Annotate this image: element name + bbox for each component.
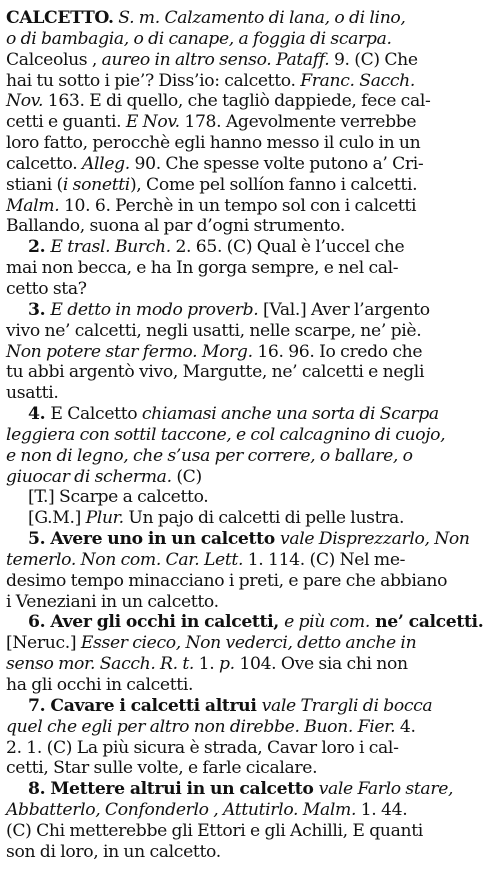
- entry-text: desimo tempo minacciano i preti, e pare che abbiano: [6, 570, 448, 591]
- entry-italic-text: o di bambagia, o di canape, a foggia di scarpa.: [6, 28, 392, 49]
- entry-line: [6, 446, 465, 467]
- entry-text: cetti, Star sulle volte, e farle cicalare.: [6, 758, 318, 779]
- entry-line: [6, 91, 465, 112]
- entry-line: [6, 50, 465, 71]
- entry-italic-text: Alleg.: [81, 153, 130, 174]
- entry-italic-text: i sonetti: [62, 174, 130, 195]
- entry-headword: 5. Avere uno in un calcetto: [28, 529, 280, 550]
- entry-text: 1.: [194, 654, 219, 675]
- entry-line: [6, 571, 465, 592]
- entry-italic-text: E detto in modo proverb.: [50, 299, 259, 320]
- entry-line: [6, 758, 465, 779]
- entry-italic-text: aureo in altro senso. Pataff.: [101, 49, 330, 70]
- entry-text: ha gli occhi in calcetti.: [6, 675, 194, 695]
- entry-line: [6, 112, 465, 133]
- entry-line: [6, 717, 465, 738]
- entry-italic-text: temerlo. Non com. Car. Lett.: [6, 549, 244, 570]
- entry-text: 90. Che spesse volte putono a’ Cri-: [129, 153, 424, 174]
- entry-line: [6, 196, 465, 217]
- entry-text: 10. 6. Perchè in un tempo sol con i calcetti: [59, 195, 417, 216]
- entry-italic-text: p.: [219, 654, 235, 675]
- entry-italic-text: e più com.: [284, 612, 370, 633]
- entry-text: 104. Ove sia chi non: [234, 654, 408, 675]
- entry-text: tu abbi argentò vivo, Margutte, ne’ calcetti e negli: [6, 362, 425, 383]
- entry-italic-text: Plur.: [85, 508, 124, 529]
- entry-line: [6, 216, 465, 237]
- entry-line: [6, 842, 465, 863]
- entry-text: Ballando, suona al par d’ogni strumento.: [6, 216, 345, 237]
- entry-line: [6, 612, 483, 633]
- entry-text: E Calcetto: [50, 404, 142, 425]
- entry-line: [6, 362, 465, 383]
- entry-line: [6, 508, 465, 529]
- entry-headword: ne’ calcetti.: [369, 612, 483, 633]
- entry-line: [6, 237, 465, 258]
- entry-line: [6, 342, 465, 363]
- entry-text: mai non becca, e ha In gorga sempre, e nel cal-: [6, 258, 399, 279]
- entry-italic-text: quel che egli per altro non direbbe. Buon. Fier.: [6, 716, 396, 737]
- entry-italic-text: Esser cieco, Non vederci, detto anche in: [80, 633, 417, 654]
- entry-line: [6, 300, 465, 321]
- entry-text: (C): [171, 466, 202, 487]
- entry-italic-text: Non potere star fermo. Morg.: [6, 341, 253, 362]
- entry-text: 1. 114. (C) Nel me-: [243, 549, 406, 570]
- entry-line: [6, 821, 465, 842]
- entry-line: [6, 487, 465, 508]
- entry-italic-text: E trasl. Burch.: [50, 237, 171, 258]
- entry-line: [6, 71, 465, 92]
- entry-text: son di loro, in un calcetto.: [6, 841, 221, 862]
- entry-line: [6, 779, 465, 800]
- entry-line: [6, 592, 465, 613]
- entry-line: [6, 550, 465, 571]
- entry-text: 9. (C) Che: [329, 49, 418, 70]
- entry-line: [6, 675, 465, 696]
- entry-text: cetti e guanti.: [6, 112, 126, 133]
- dictionary-entry-calcetto: [6, 8, 483, 863]
- entry-italic-text: Franc. Sacch.: [300, 70, 415, 91]
- entry-line: [6, 696, 465, 717]
- entry-italic-text: vale Disprezzarlo, Non: [279, 529, 470, 550]
- entry-line: [6, 8, 465, 29]
- entry-line: [6, 633, 465, 654]
- entry-text: stiani (: [6, 174, 63, 195]
- entry-text: calcetto.: [6, 153, 82, 174]
- entry-headword: 8. Mettere altrui in un calcetto: [28, 779, 319, 800]
- entry-text: 2. 1. (C) La più sicura è strada, Cavar loro i cal-: [6, 737, 399, 758]
- entry-headword: CALCETTO.: [6, 8, 114, 28]
- entry-text: usatti.: [6, 383, 59, 404]
- entry-text: [Neruc.]: [6, 633, 81, 654]
- entry-text: hai tu sotto i pie’? Diss’io: calcetto.: [6, 70, 301, 91]
- entry-text: [Val.] Aver l’argento: [258, 299, 430, 320]
- entry-text: vivo ne’ calcetti, negli usatti, nelle scarpe, ne’ piè.: [6, 320, 422, 341]
- entry-line: [6, 425, 465, 446]
- entry-italic-text: senso mor. Sacch. R. t.: [6, 654, 195, 675]
- entry-text: loro fatto, perocchè egli hanno messo il culo in un: [6, 133, 421, 154]
- entry-text: Un pajo di calcetti di pelle lustra.: [123, 508, 405, 529]
- entry-italic-text: vale Trargli di bocca: [261, 695, 433, 716]
- entry-italic-text: Nov.: [6, 91, 44, 112]
- entry-line: [6, 279, 465, 300]
- entry-line: [6, 467, 465, 488]
- entry-text: 163. E di quello, che tagliò dappiede, fece cal-: [43, 91, 431, 112]
- entry-headword: 6. Aver gli occhi in calcetti,: [28, 612, 285, 633]
- entry-italic-text: Abbatterlo, Confonderlo , Attutirlo. Malm.: [6, 800, 357, 821]
- entry-line: [6, 321, 465, 342]
- entry-text: 1. 44.: [356, 800, 408, 821]
- entry-line: [6, 383, 465, 404]
- entry-headword: 4.: [28, 404, 51, 425]
- entry-line: [6, 29, 465, 50]
- entry-italic-text: e non di legno, che s’usa per correre, o ballare, o: [6, 445, 413, 466]
- entry-italic-text: chiamasi anche una sorta di Scarpa: [141, 404, 439, 425]
- entry-text: 16. 96. Io credo che: [252, 341, 423, 362]
- entry-line: [6, 529, 470, 550]
- entry-line: [6, 133, 465, 154]
- entry-headword: 7. Cavare i calcetti altrui: [28, 695, 262, 716]
- entry-text: 4.: [395, 716, 416, 737]
- entry-text: [G.M.]: [28, 508, 86, 529]
- entry-line: [6, 154, 465, 175]
- entry-text: Calceolus ,: [6, 49, 102, 70]
- entry-text: cetto sta?: [6, 278, 87, 299]
- entry-italic-text: S. m. Calzamento di lana, o di lino,: [113, 8, 406, 28]
- entry-headword: 3.: [28, 299, 51, 320]
- entry-line: [6, 800, 465, 821]
- entry-italic-text: giuocar di scherma.: [6, 466, 172, 487]
- entry-text: 2. 65. (C) Qual è l’uccel che: [170, 237, 405, 258]
- entry-text: i Veneziani in un calcetto.: [6, 591, 219, 612]
- entry-line: [6, 258, 465, 279]
- entry-text: 178. Agevolmente verrebbe: [179, 112, 417, 133]
- entry-italic-text: leggiera con sottil taccone, e col calcagnino di cuojo,: [6, 424, 446, 445]
- entry-italic-text: vale Farlo stare,: [318, 779, 454, 800]
- entry-text: [T.] Scarpe a calcetto.: [28, 487, 209, 508]
- entry-italic-text: E Nov.: [125, 112, 180, 133]
- entry-text: (C) Chi metterebbe gli Ettori e gli Achilli, E quanti: [6, 820, 423, 841]
- entry-italic-text: Malm.: [6, 195, 60, 216]
- entry-line: [6, 404, 465, 425]
- entry-line: [6, 654, 465, 675]
- entry-headword: 2.: [28, 237, 51, 258]
- entry-text: ), Come pel sollíon fanno i calcetti.: [129, 174, 418, 195]
- entry-line: [6, 175, 465, 196]
- entry-line: [6, 738, 465, 759]
